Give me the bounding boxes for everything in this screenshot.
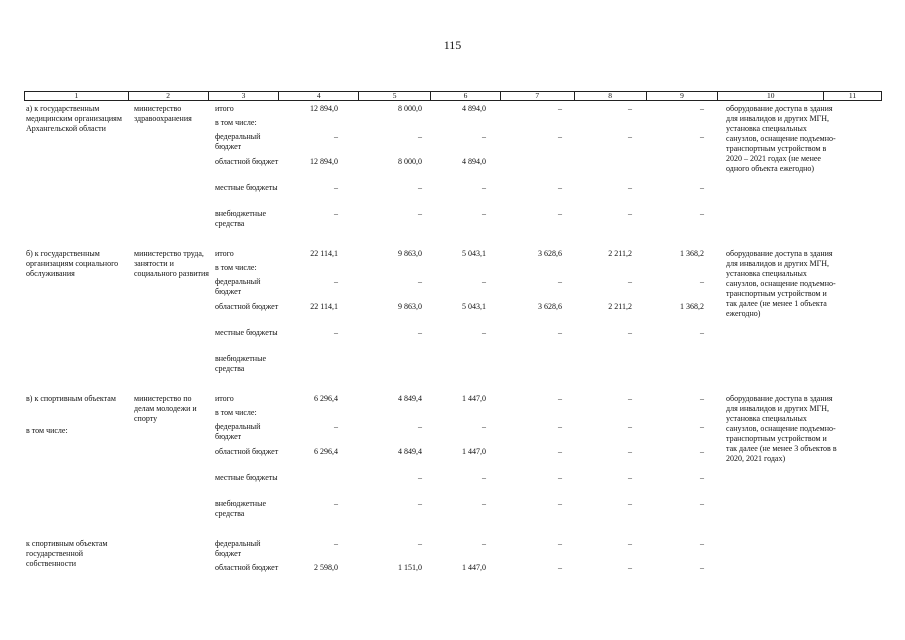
amount-cell: 1 447,0 — [462, 447, 486, 456]
amount-cell: 4 849,4 — [398, 394, 422, 403]
organization-cell: б) к государственным организациям социального обслуживания — [26, 249, 119, 278]
amount-cell: 6 296,4 — [314, 394, 338, 403]
amount-cell: – — [700, 209, 704, 218]
ministry-cell: министерство по делам молодежи и спорту — [134, 394, 197, 423]
amount-cell: – — [558, 422, 562, 431]
amount-cell: 2 211,2 — [608, 302, 632, 311]
amount-cell: 1 368,2 — [680, 302, 704, 311]
ministry-cell: министерство труда, занятости и социального развития — [134, 249, 209, 278]
amount-cell: 22 114,1 — [310, 249, 338, 258]
funding-source-label: в том числе: — [215, 263, 257, 272]
funding-source-label: внебюджетные средства — [215, 499, 266, 518]
amount-cell: – — [482, 499, 486, 508]
page-number: 115 — [443, 38, 462, 52]
amount-cell: – — [628, 277, 632, 286]
amount-cell: 8 000,0 — [398, 104, 422, 113]
amount-cell: 2 598,0 — [314, 563, 338, 572]
amount-cell: 1 151,0 — [398, 563, 422, 572]
amount-cell: – — [628, 563, 632, 572]
amount-cell: – — [334, 132, 338, 141]
funding-source-label: в том числе: — [215, 408, 257, 417]
amount-cell: – — [418, 473, 422, 482]
amount-cell: – — [700, 473, 704, 482]
amount-cell: – — [700, 422, 704, 431]
funding-source-label: итого — [215, 249, 234, 258]
organization-cell: к спортивным объектам государственной собственности — [26, 539, 108, 568]
amount-cell: 2 211,2 — [608, 249, 632, 258]
amount-cell: – — [628, 394, 632, 403]
amount-cell: – — [482, 277, 486, 286]
amount-cell: – — [700, 183, 704, 192]
amount-cell: 12 894,0 — [310, 157, 338, 166]
funding-source-label: областной бюджет — [215, 157, 279, 166]
funding-source-label: внебюджетные средства — [215, 354, 266, 373]
amount-cell: – — [482, 132, 486, 141]
amount-cell: – — [700, 563, 704, 572]
amount-cell: – — [558, 277, 562, 286]
funding-source-label: местные бюджеты — [215, 328, 278, 337]
amount-cell: – — [628, 209, 632, 218]
funding-source-label: федеральный бюджет — [215, 422, 261, 441]
header-col-1: 1 — [25, 92, 129, 100]
amount-cell: 3 628,6 — [538, 302, 562, 311]
amount-cell: – — [334, 183, 338, 192]
amount-cell: – — [558, 183, 562, 192]
amount-cell: – — [628, 499, 632, 508]
funding-source-label: местные бюджеты — [215, 183, 278, 192]
header-col-6: 6 — [431, 92, 501, 100]
funding-source-label: итого — [215, 394, 234, 403]
amount-cell: – — [334, 328, 338, 337]
amount-cell: – — [418, 422, 422, 431]
ministry-cell: министерство здравоохранения — [134, 104, 192, 123]
amount-cell: – — [558, 104, 562, 113]
amount-cell: – — [482, 422, 486, 431]
amount-cell: – — [558, 328, 562, 337]
funding-source-label: в том числе: — [215, 118, 257, 127]
amount-cell: 4 894,0 — [462, 157, 486, 166]
amount-cell: 9 863,0 — [398, 249, 422, 258]
amount-cell: 8 000,0 — [398, 157, 422, 166]
header-col-7: 7 — [501, 92, 575, 100]
amount-cell: – — [334, 422, 338, 431]
funding-source-label: местные бюджеты — [215, 473, 278, 482]
amount-cell: 5 043,1 — [462, 249, 486, 258]
amount-cell: – — [700, 539, 704, 548]
amount-cell: – — [418, 132, 422, 141]
amount-cell: 1 368,2 — [680, 249, 704, 258]
amount-cell: 1 447,0 — [462, 563, 486, 572]
note-cell: оборудование доступа в здания для инвалидов и других МГН, установка специальных санузлов, оснащение подъемно-транспортным устройством и так далее (не менее 1 объекта ежегодно) — [726, 249, 836, 318]
amount-cell: 9 863,0 — [398, 302, 422, 311]
amount-cell: – — [700, 394, 704, 403]
amount-cell: – — [628, 104, 632, 113]
amount-cell: – — [628, 132, 632, 141]
funding-source-label: федеральный бюджет — [215, 539, 261, 558]
organization-subcell: в том числе: — [26, 426, 68, 435]
amount-cell: – — [700, 447, 704, 456]
header-col-9: 9 — [647, 92, 719, 100]
note-cell: оборудование доступа в здания для инвалидов и других МГН, установка специальных санузлов, оснащение подъемно-транспортным устройством в 2020 – 2021 годах (не менее одного объекта ежегодно) — [726, 104, 836, 173]
amount-cell: – — [418, 209, 422, 218]
amount-cell: – — [558, 209, 562, 218]
amount-cell: – — [482, 473, 486, 482]
amount-cell: – — [482, 209, 486, 218]
organization-cell: а) к государственным медицинским организациям Архангельской области — [26, 104, 122, 133]
header-col-3: 3 — [209, 92, 280, 100]
amount-cell: – — [482, 539, 486, 548]
funding-source-label: областной бюджет — [215, 447, 279, 456]
amount-cell: – — [482, 183, 486, 192]
amount-cell: 6 296,4 — [314, 447, 338, 456]
note-cell: оборудование доступа в здания для инвалидов и других МГН, установка специальных санузлов, оснащение подъемно-транспортным устройством и так далее (не менее 3 объектов в 2020, 2021 годах) — [726, 394, 837, 463]
amount-cell: – — [628, 447, 632, 456]
amount-cell: – — [558, 473, 562, 482]
amount-cell: – — [628, 539, 632, 548]
amount-cell: – — [334, 539, 338, 548]
funding-source-label: областной бюджет — [215, 302, 279, 311]
amount-cell: – — [628, 422, 632, 431]
funding-source-label: внебюджетные средства — [215, 209, 266, 228]
amount-cell: – — [418, 183, 422, 192]
funding-source-label: федеральный бюджет — [215, 132, 261, 151]
amount-cell: – — [418, 277, 422, 286]
amount-cell: – — [418, 328, 422, 337]
amount-cell: – — [334, 277, 338, 286]
funding-source-label: итого — [215, 104, 234, 113]
funding-source-label: областной бюджет — [215, 563, 279, 572]
table-header-row — [24, 91, 882, 101]
amount-cell: – — [418, 539, 422, 548]
amount-cell: – — [700, 499, 704, 508]
amount-cell: – — [482, 328, 486, 337]
header-col-11: 11 — [848, 91, 857, 100]
header-col-5: 5 — [359, 92, 431, 100]
amount-cell: 1 447,0 — [462, 394, 486, 403]
header-col-4: 4 — [279, 92, 359, 100]
organization-cell: в) к спортивным объектам — [26, 394, 116, 403]
amount-cell: – — [558, 132, 562, 141]
amount-cell: – — [558, 447, 562, 456]
amount-cell: 4 894,0 — [462, 104, 486, 113]
amount-cell: – — [558, 394, 562, 403]
amount-cell: – — [700, 104, 704, 113]
amount-cell: – — [628, 183, 632, 192]
amount-cell: – — [628, 328, 632, 337]
amount-cell: – — [334, 209, 338, 218]
header-col-10: 10 — [718, 92, 824, 100]
amount-cell: – — [558, 499, 562, 508]
header-col-8: 8 — [575, 92, 647, 100]
amount-cell: – — [628, 473, 632, 482]
amount-cell: – — [558, 539, 562, 548]
amount-cell: 12 894,0 — [310, 104, 338, 113]
amount-cell: 4 849,4 — [398, 447, 422, 456]
header-col-2: 2 — [129, 92, 209, 100]
amount-cell: – — [334, 499, 338, 508]
amount-cell: 3 628,6 — [538, 249, 562, 258]
amount-cell: – — [700, 277, 704, 286]
amount-cell: – — [700, 328, 704, 337]
amount-cell: – — [418, 499, 422, 508]
amount-cell: 22 114,1 — [310, 302, 338, 311]
amount-cell: 5 043,1 — [462, 302, 486, 311]
amount-cell: – — [558, 563, 562, 572]
funding-source-label: федеральный бюджет — [215, 277, 261, 296]
amount-cell: – — [700, 132, 704, 141]
